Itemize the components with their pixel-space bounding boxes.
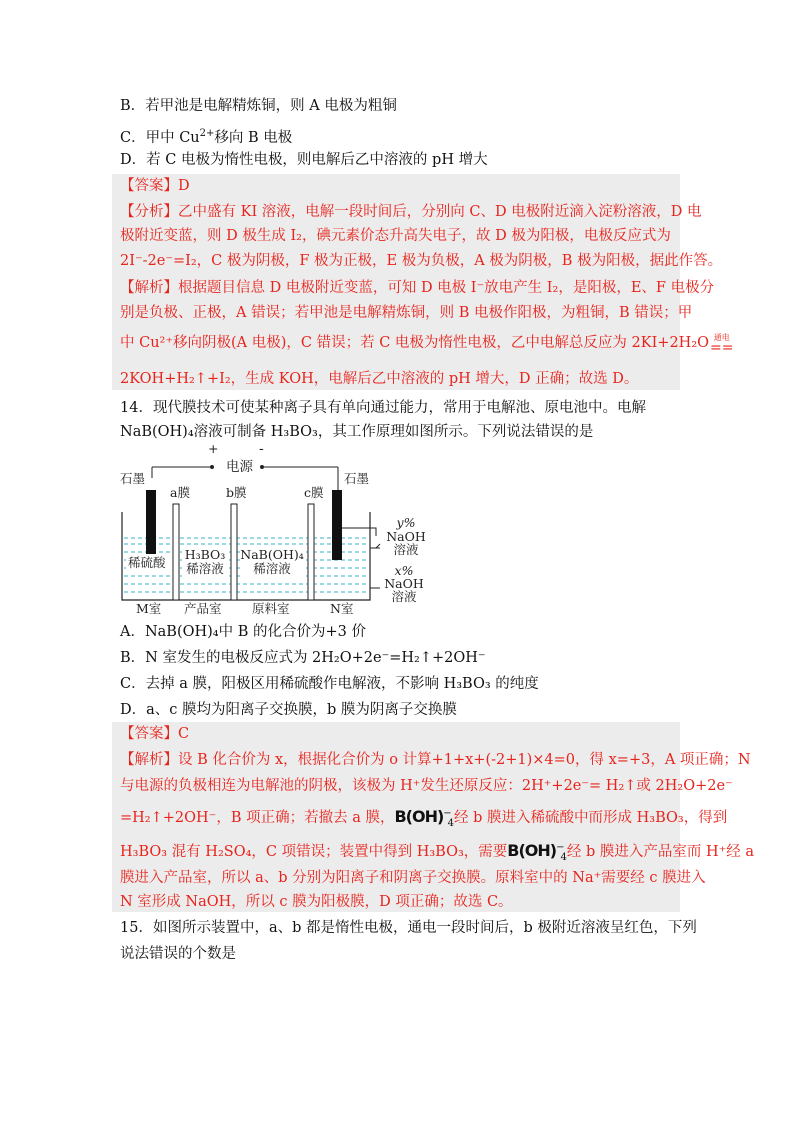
membrane-a-label: a膜 [170, 485, 190, 500]
q14-stem-line-1: 14．现代膜技术可使某种离子具有单向通过能力，常用于电解池、原电池中。电解 [120, 400, 646, 416]
membrane-b [231, 504, 237, 600]
q14-explain-line-2: 与电源的负极相连为电解池的阴极，该极为 H⁺发生还原反应：2H⁺+2e⁻= H₂↑或 2H₂O+2e⁻ [120, 778, 733, 794]
room-n-label: N室 [330, 601, 354, 616]
q13-explain-line-1: 【解析】根据题目信息 D 电极附近变蓝，可知 D 电极 I⁻放电产生 I₂，是阳极，E、F 电极分 [120, 280, 715, 296]
q14-explain-line-4: H₃BO₃ 混有 H₂SO₄，C 项错误；装置中得到 H₃BO₃，需要$B(OH)^-_4$经 b 膜进入产品室而 H⁺经 a [120, 840, 755, 863]
membrane-a [173, 504, 179, 600]
membrane-c [308, 504, 314, 600]
q14-stem-line-2: NaB(OH)₄溶液可制备 H₃BO₃，其工作原理如图所示。下列说法错误的是 [120, 424, 594, 440]
q14-explain-line-1: 【解析】设 B 化合价为 x，根据化合价为 o 计算+1+x+(-2+1)×4=0，得 x=+3，A 项正确；N [120, 752, 751, 768]
room-product-label: 产品室 [184, 601, 222, 616]
naoh-top-label: NaOH [386, 529, 426, 544]
q13-analysis-line-2: 极附近变蓝，则 D 极生成 I₂，碘元素价态升高失电子，故 D 极为阳极，电极反应式为 [120, 228, 671, 244]
electrolysis-cell-diagram [118, 440, 448, 615]
q14-option-d: D．a、c 膜均为阳离子交换膜，b 膜为阴离子交换膜 [120, 702, 457, 718]
right-graphite-electrode [332, 490, 342, 560]
graphite-right-label: 石墨 [344, 471, 370, 486]
q13-analysis-line-1: 【分析】乙中盛有 KI 溶液，电解一段时间后，分别向 C、D 电极附近滴入淀粉溶液，D 电 [120, 204, 702, 220]
q14-option-a: A．NaB(OH)₄中 B 的化合价为+3 价 [120, 624, 366, 640]
x-percent-label: x% [394, 563, 414, 578]
q15-stem-line-1: 15．如图所示装置中，a、b 都是惰性电极，通电一段时间后，b 极附近溶液呈红色，下列 [120, 920, 697, 936]
q14-explain-line-5: 膜进入产品室，所以 a、b 分别为阳离子和阴离子交换膜。原料室中的 Na⁺需要经 c 膜进入 [120, 870, 706, 886]
solution-top-label: 溶液 [393, 542, 419, 557]
nabo-label: NaB(OH)₄ [240, 547, 304, 562]
h3bo3-dilute-label: 稀溶液 [186, 561, 224, 576]
h3bo3-label: H₃BO₃ [184, 547, 226, 562]
y-percent-label: y% [396, 515, 416, 530]
dilute-sulfuric-acid-label: 稀硫酸 [128, 555, 166, 570]
q13-option-b: B．若甲池是电解精炼铜，则 A 电极为粗铜 [120, 98, 397, 114]
minus-sign: - [259, 441, 264, 457]
q13-explain-line-3: 中 Cu²⁺移向阴极(A 电极)，C 错误；若 C 电极为惰性电极，乙中电解总反应为 2KI+2H₂O 通电 == [120, 333, 734, 356]
q13-explain-line-4: 2KOH+H₂↑+I₂，生成 KOH，电解后乙中溶液的 pH 增大，D 正确；故选 D。 [120, 371, 639, 387]
borate-ion: B(OH) [394, 806, 444, 826]
q14-option-c: C．去掉 a 膜，阳极区用稀硫酸作电解液，不影响 H₃BO₃ 的纯度 [120, 676, 539, 692]
q14-explain-line-6: N 室形成 NaOH，所以 c 膜为阳极膜，D 项正确；故选 C。 [120, 894, 513, 910]
q13-answer-block [112, 174, 734, 390]
q13-analysis-line-3: 2I⁻-2e⁻=I₂，C 极为阴极，F 极为正极，E 极为负极，A 极为阴极，B 极为阳极，据此作答。 [120, 253, 723, 269]
naoh-bottom-label: NaOH [384, 576, 424, 591]
q13-option-c: C．甲中 $Cu^{2+}$移向 B 电极 [120, 128, 293, 146]
membrane-c-label: c膜 [304, 485, 324, 500]
q14-explain-line-3: =H₂↑+2OH⁻，B 项正确；若撤去 a 膜，$B(OH)^-_4$经 b 膜进入稀硫酸中而形成 H₃BO₃，得到 [120, 806, 728, 829]
membrane-b-label: b膜 [226, 485, 247, 500]
left-graphite-electrode [146, 490, 156, 560]
q14-option-b: B．N 室发生的电极反应式为 2H₂O+2e⁻=H₂↑+2OH⁻ [120, 650, 486, 666]
nabo-dilute-label: 稀溶液 [253, 561, 291, 576]
electrolysis-arrow: 通电 == [710, 333, 734, 356]
room-m-label: M室 [136, 601, 162, 616]
q13-option-d: D．若 C 电极为惰性电极，则电解后乙中溶液的 pH 增大 [120, 152, 488, 168]
q13-answer: 【答案】D [120, 178, 190, 194]
q15-stem-line-2: 说法错误的个数是 [120, 946, 236, 962]
solution-bottom-label: 溶液 [391, 589, 417, 604]
power-supply-label: 电源 [226, 459, 253, 475]
graphite-left-label: 石墨 [120, 471, 146, 486]
q14-answer-block [112, 722, 755, 912]
q14-answer: 【答案】C [120, 726, 190, 742]
borate-ion-2: B(OH) [507, 840, 557, 860]
q13-explain-line-2: 别是负极、正极，A 错误；若甲池是电解精炼铜，则 B 电极作阳极，为粗铜，B 错误；甲 [120, 305, 693, 321]
room-raw-label: 原料室 [252, 601, 290, 616]
plus-sign: + [208, 441, 219, 456]
